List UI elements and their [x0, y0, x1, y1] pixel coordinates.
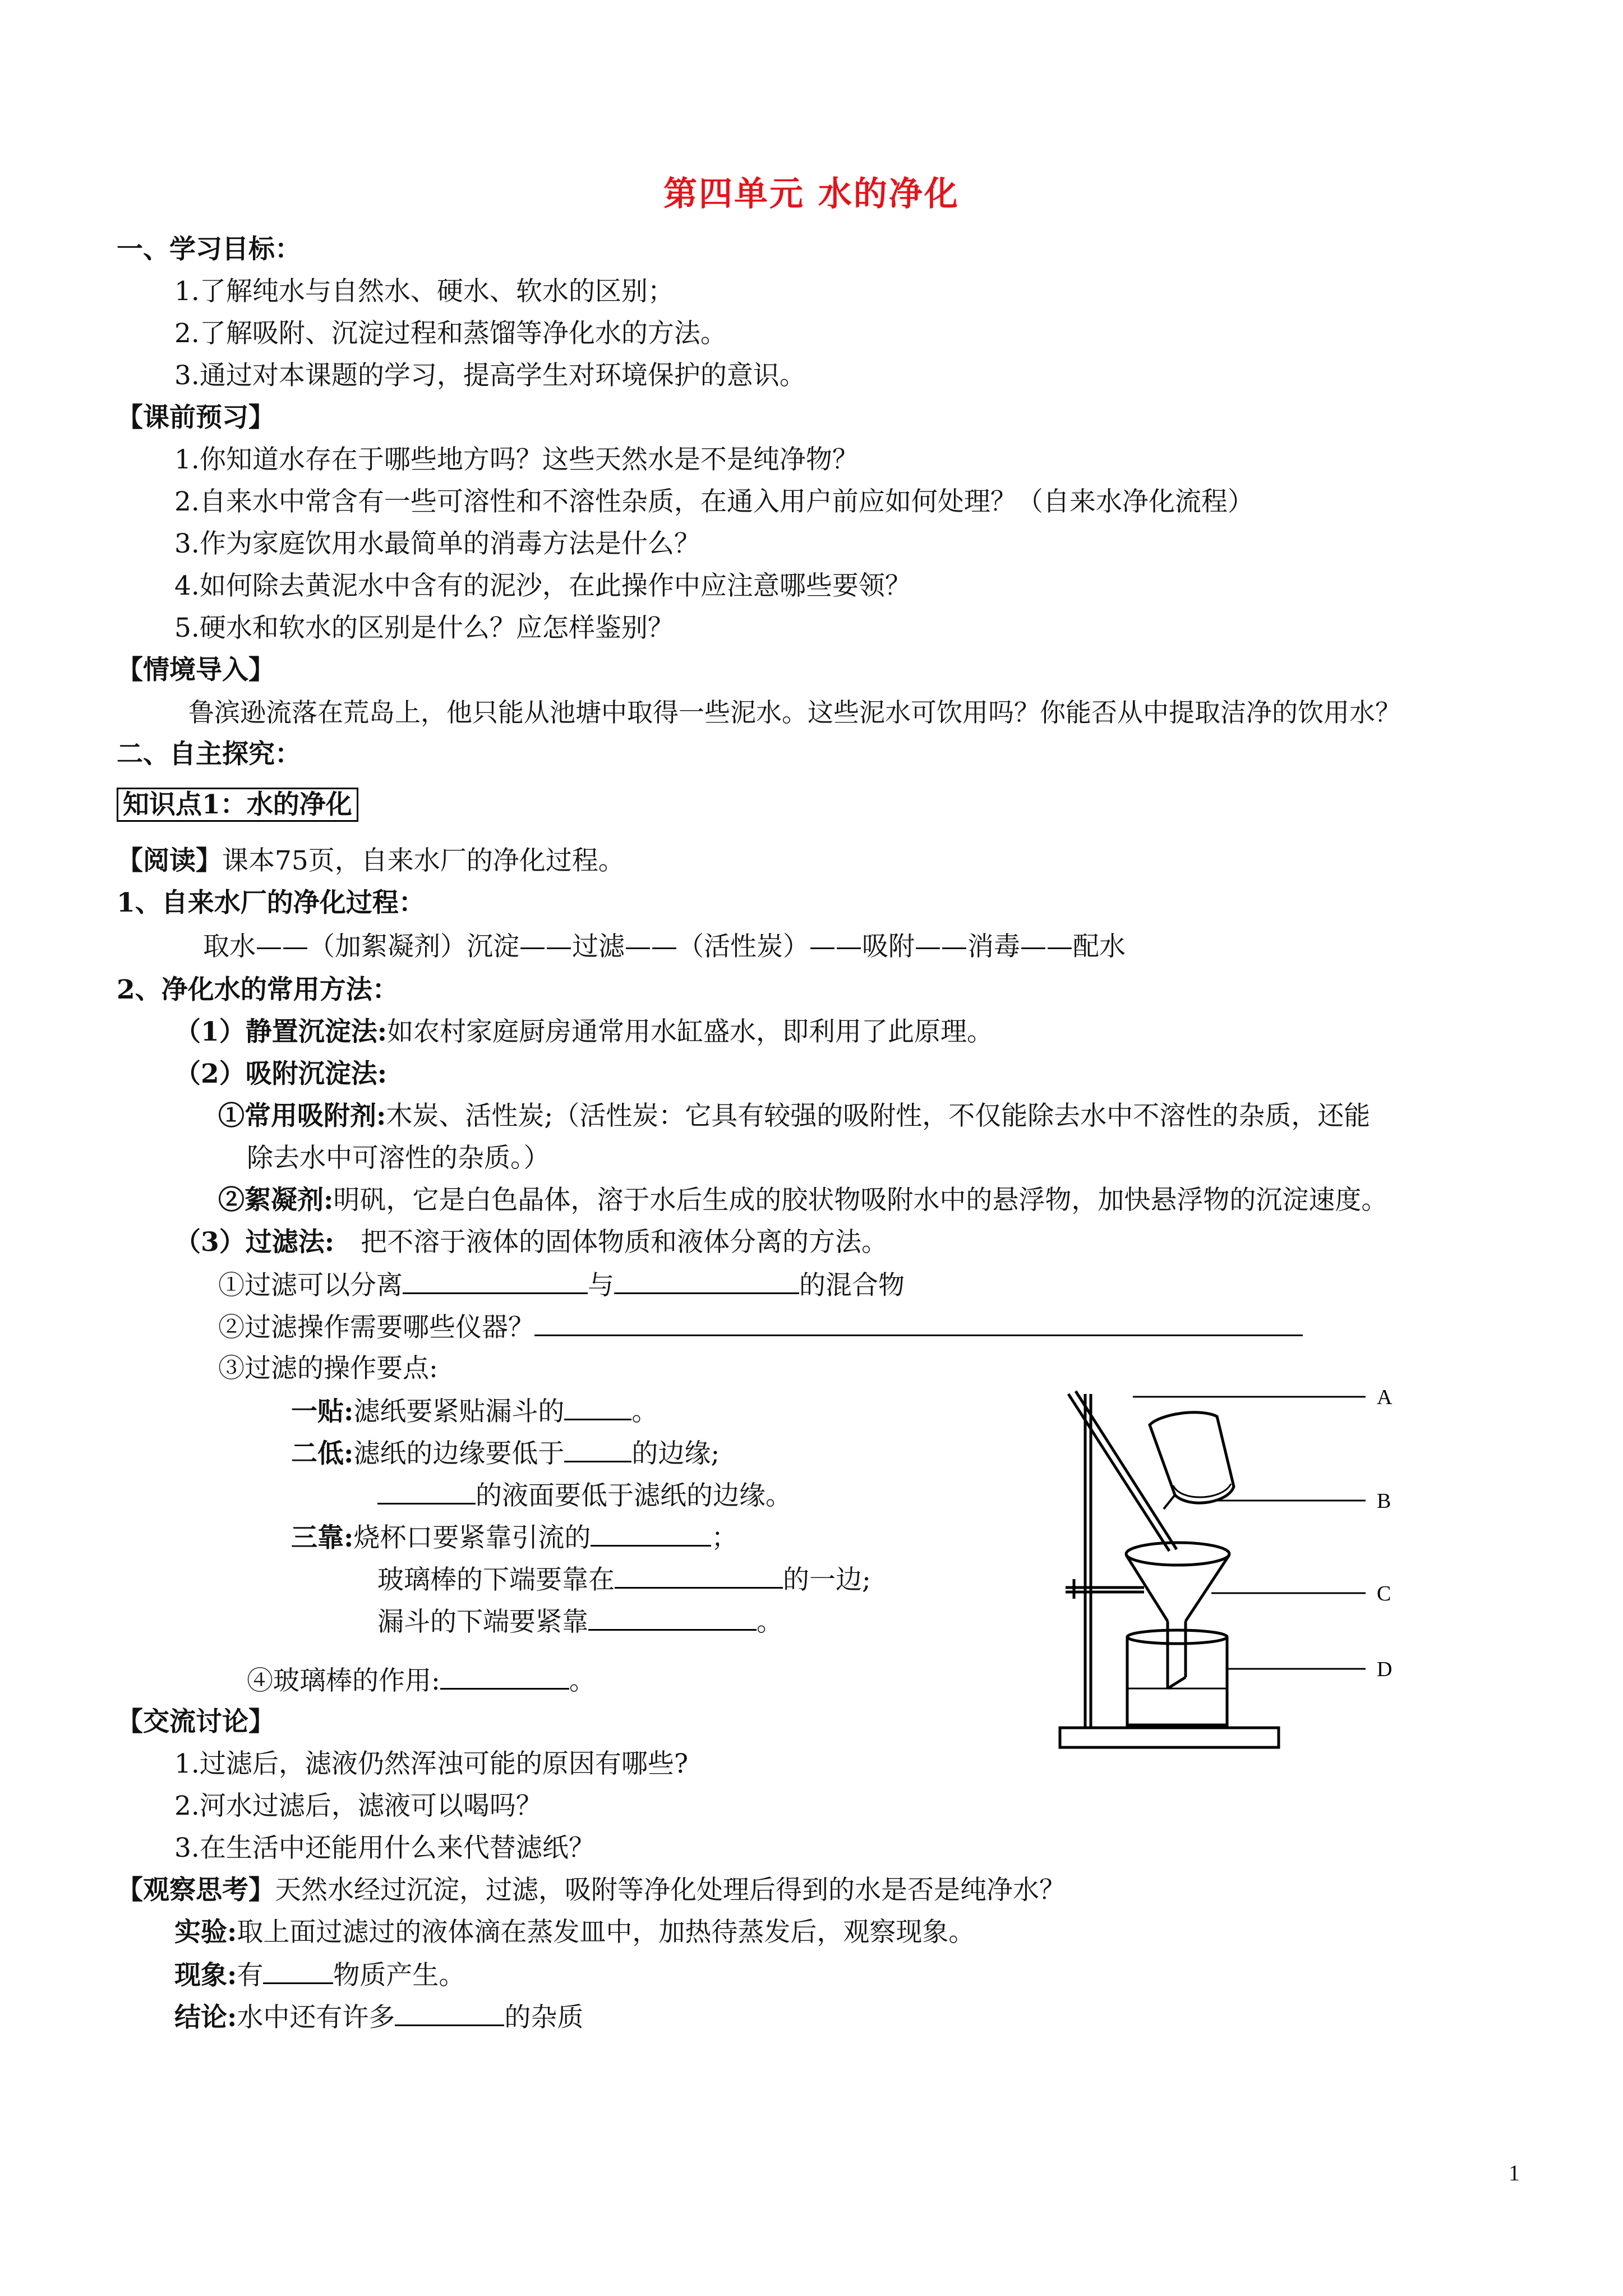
sankao-label: 三靠: [291, 1522, 354, 1553]
sankao2-text: 玻璃棒的下端要靠在 [377, 1565, 615, 1595]
sankao3-end: 。 [757, 1607, 783, 1637]
yitie-text: 滤纸要紧贴漏斗的 [353, 1396, 565, 1427]
filter-q3: ③过滤的操作要点: [218, 1353, 438, 1384]
purification-flow: 取水——（加絮凝剂）沉淀——过滤——（活性炭）——吸附——消毒——配水 [203, 931, 1126, 962]
preview-item: 1.你知道水存在于哪些地方吗？这些天然水是不是纯净物？ [174, 444, 859, 475]
adsorbent-text: 木炭、活性炭;（活性炭：它具有较强的吸附性，不仅能除去水中不溶性的杂质，还能 [386, 1101, 1371, 1131]
method2-label: （2）吸附沉淀法: [174, 1059, 388, 1089]
page-number: 1 [1509, 2160, 1520, 2185]
answer-blank[interactable] [403, 1268, 588, 1294]
adsorbent-text-cont: 除去水中可溶性的杂质。） [247, 1143, 550, 1174]
methods-heading: 2、净化水的常用方法： [117, 974, 399, 1005]
adsorbent-label: ①常用吸附剂: [218, 1101, 386, 1131]
erdi1-end: 的边缘; [631, 1438, 720, 1469]
answer-blank[interactable] [377, 1478, 476, 1504]
reading-text: 课本75页，自来水厂的净化过程。 [222, 845, 625, 876]
flocculant-label: ②絮凝剂: [218, 1185, 334, 1216]
goal-item: 3.通过对本课题的学习，提高学生对环境保护的意识。 [174, 360, 806, 391]
filter-q1-c: 的混合物 [799, 1270, 905, 1301]
diagram-label-b: B [1377, 1489, 1391, 1513]
sankao3-text: 漏斗的下端要紧靠 [377, 1607, 588, 1637]
erdi2-text: 的液面要低于滤纸的边缘。 [476, 1480, 792, 1511]
sankao1-text: 烧杯口要紧靠引流的 [353, 1522, 591, 1553]
preview-item: 5.硬水和软水的区别是什么？应怎样鉴别？ [174, 613, 674, 643]
phenomenon-text: 有 [237, 1960, 264, 1991]
answer-blank[interactable] [591, 1520, 711, 1547]
answer-blank[interactable] [614, 1268, 799, 1294]
sankao1-end: ； [711, 1522, 738, 1553]
goal-item: 2.了解吸附、沉淀过程和蒸馏等净化水的方法。 [174, 318, 727, 349]
filter-q1-b: 与 [588, 1270, 614, 1301]
method3-label: （3）过滤法: [174, 1227, 335, 1258]
phenomenon-end: 物质产生。 [333, 1960, 465, 1991]
glass-rod [1068, 1394, 1169, 1551]
answer-blank[interactable] [615, 1562, 783, 1589]
discussion-item: 2.河水过滤后，滤液可以喝吗？ [174, 1791, 542, 1821]
answer-blank[interactable] [564, 1394, 631, 1420]
filter-q4: ④玻璃棒的作用: [247, 1665, 440, 1696]
diagram-label-c: C [1377, 1582, 1391, 1605]
page-title: 第四单元 水的净化 [663, 174, 960, 214]
discussion-item: 1.过滤后，滤液仍然浑浊可能的原因有哪些? [174, 1749, 689, 1779]
method1-label: （1）静置沉淀法: [174, 1016, 388, 1047]
preview-heading: 【课前预习】 [117, 402, 275, 433]
conclusion-text: 水中还有许多 [237, 2002, 395, 2033]
diagram-label-d: D [1377, 1658, 1393, 1681]
observe-text: 天然水经过沉淀，过滤，吸附等净化处理后得到的水是否是纯净水？ [275, 1875, 1066, 1906]
yitie-end: 。 [631, 1396, 658, 1427]
discussion-heading: 【交流讨论】 [117, 1706, 275, 1737]
self-inquiry-heading: 二、自主探究： [117, 739, 301, 770]
reading-label: 【阅读】 [117, 845, 222, 876]
yitie-label: 一贴: [291, 1396, 354, 1427]
experiment-label: 实验: [174, 1917, 237, 1948]
filter-q1-a: ①过滤可以分离 [218, 1270, 403, 1301]
knowledge-point-box: 知识点1：水的净化 [117, 788, 358, 822]
preview-item: 2.自来水中常含有一些可溶性和不溶性杂质，在通入用户前应如何处理？（自来水净化流程） [174, 486, 1254, 517]
erdi1-text: 滤纸的边缘要低于 [353, 1438, 565, 1469]
stand-base [1060, 1728, 1279, 1747]
preview-item: 3.作为家庭饮用水最简单的消毒方法是什么？ [174, 528, 700, 559]
pouring-beaker [1150, 1412, 1234, 1503]
flocculant-text: 明矾，它是白色晶体，溶于水后生成的胶状物吸附水中的悬浮物，加快悬浮物的沉淀速度。 [333, 1185, 1388, 1216]
method1-text: 如农村家庭厨房通常用水缸盛水，即利用了此原理。 [387, 1016, 994, 1047]
discussion-item: 3.在生活中还能用什么来代替滤纸？ [174, 1833, 595, 1864]
answer-blank[interactable] [588, 1604, 757, 1631]
goal-item: 1.了解纯水与自然水、硬水、软水的区别； [174, 276, 674, 307]
conclusion-label: 结论: [174, 2002, 237, 2033]
filter-q4-end: 。 [569, 1665, 596, 1696]
answer-blank[interactable] [440, 1663, 569, 1690]
filter-q2: ②过滤操作需要哪些仪器？ [218, 1312, 534, 1343]
diagram-label-a: A [1377, 1386, 1393, 1409]
scenario-text: 鲁滨逊流落在荒岛上，他只能从池塘中取得一些泥水。这些泥水可饮用吗？你能否从中提取洁净的饮用水？ [188, 697, 1401, 728]
erdi-label: 二低: [291, 1438, 354, 1469]
answer-blank[interactable] [534, 1310, 1303, 1336]
method3-text: 把不溶于液体的固体物质和液体分离的方法。 [361, 1227, 888, 1258]
purification-heading: 1、自来水厂的净化过程： [117, 887, 425, 918]
funnel [1126, 1543, 1229, 1565]
experiment-text: 取上面过滤过的液体滴在蒸发皿中，加热待蒸发后，观察现象。 [237, 1917, 975, 1948]
answer-blank[interactable] [263, 1958, 333, 1984]
observe-heading: 【观察思考】 [117, 1875, 275, 1906]
preview-item: 4.如何除去黄泥水中含有的泥沙，在此操作中应注意哪些要领？ [174, 570, 911, 601]
learning-goals-heading: 一、学习目标： [117, 234, 301, 265]
conclusion-end: 的杂质 [504, 2002, 584, 2033]
sankao2-end: 的一边; [783, 1565, 871, 1595]
phenomenon-label: 现象: [174, 1960, 237, 1991]
scenario-heading: 【情境导入】 [117, 655, 275, 685]
filtration-apparatus-diagram [1049, 1374, 1408, 1756]
answer-blank[interactable] [564, 1436, 631, 1462]
answer-blank[interactable] [395, 2000, 504, 2026]
